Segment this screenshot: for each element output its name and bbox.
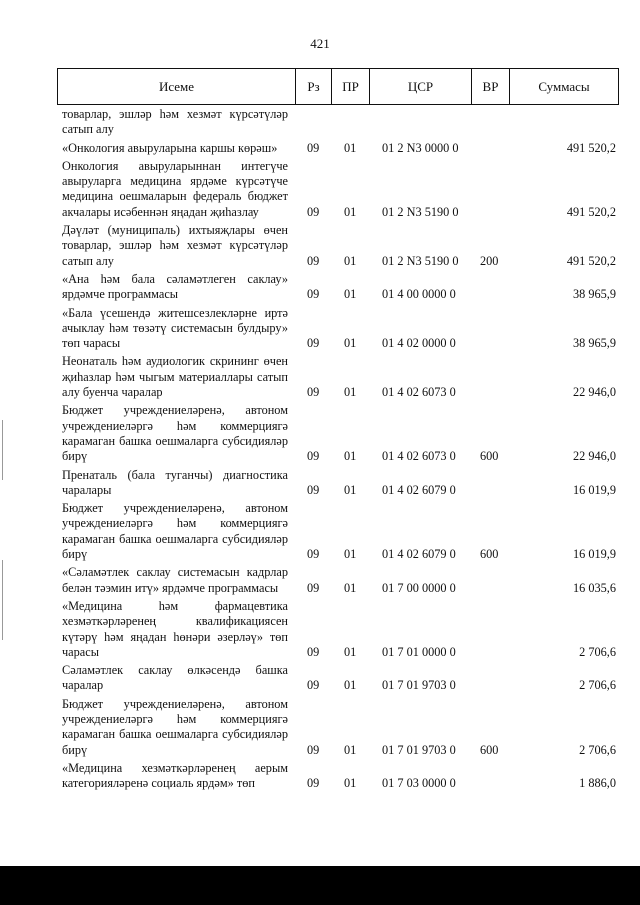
row-sum: 16 035,6 [572,580,616,595]
row-name: «Медицина һәм фармацевтика хезмәткәрләренең квалификациясен күтәрү һәм яңадан һөнәри әзерләү» төп чарасы [62,598,288,659]
row-sum: 2 706,6 [579,644,616,659]
table-row [62,141,622,156]
page-number: 421 [310,36,330,51]
row-sum: 1 886,0 [579,776,616,791]
row-rz: 09 [307,287,320,302]
table-row [62,272,622,303]
row-name: «Онкология авыруларына каршы көрәш» [62,140,278,155]
header-rz: Рз [296,69,332,104]
row-rz: 09 [307,678,320,693]
row-rz: 09 [307,580,320,595]
table-row [62,697,622,758]
row-rz: 09 [307,742,320,757]
row-pr: 01 [344,140,357,155]
header-vr: ВР [472,69,510,104]
row-rz: 09 [307,644,320,659]
row-name: Пренаталь (бала туганчы) диагностика чаралары [62,467,288,497]
row-sum: 38 965,9 [572,336,616,351]
row-name: товарлар, эшләр һәм хезмәт күрсәтүләр сатып алу [62,107,288,137]
row-name: Неонаталь һәм аудиологик скрининг өчен җиһазлар һәм чыгым материаллары сатып алу буенча чаралар [62,354,288,400]
row-pr: 01 [344,287,357,302]
row-rz: 09 [307,482,320,497]
header-pr: ПР [332,69,370,104]
row-csr: 01 4 02 6079 0 [382,482,456,497]
table-body [62,107,622,794]
row-sum: 22 946,0 [572,449,616,464]
row-csr: 01 7 00 0000 0 [382,580,456,595]
row-csr: 01 4 02 6079 0 [382,547,456,562]
row-name: Онкология авыруларыннан интегүче авыруларга медицина ярдәме күрсәтүче медицина оешмаларын федераль бюджет акчалары исәбеннән яңадан җиһазлау [62,158,288,219]
row-pr: 01 [344,547,357,562]
table-row [62,761,622,792]
row-vr: 200 [480,253,499,268]
table-row [62,107,622,138]
row-sum: 491 520,2 [566,140,616,155]
row-vr: 600 [480,547,499,562]
row-pr: 01 [344,253,357,268]
scan-bottom-border [0,866,640,905]
header-csr: ЦСР [370,69,472,104]
row-csr: 01 7 01 0000 0 [382,644,456,659]
table-row [62,468,622,499]
row-name: «Медицина хезмәткәрләренең аерым категорияләренә социаль ярдәм» төп [62,760,288,791]
row-pr: 01 [344,644,357,659]
row-rz: 09 [307,204,320,219]
table-row [62,159,622,220]
row-sum: 16 019,9 [572,547,616,562]
row-pr: 01 [344,580,357,595]
row-csr: 01 2 N3 0000 0 [382,140,459,155]
row-csr: 01 4 00 0000 0 [382,287,456,302]
table-row [62,306,622,352]
row-vr: 600 [480,449,499,464]
row-name: Бюджет учреждениеләренә, автоном учреждениеләргә һәм коммерциягә карамаган башка оешмаларга субсидияләр бирү [62,696,288,757]
row-sum: 2 706,6 [579,742,616,757]
row-rz: 09 [307,385,320,400]
row-vr: 600 [480,742,499,757]
row-pr: 01 [344,678,357,693]
table-row [62,354,622,400]
row-csr: 01 2 N3 5190 0 [382,204,459,219]
row-rz: 09 [307,140,320,155]
row-pr: 01 [344,204,357,219]
row-csr: 01 4 02 0000 0 [382,336,456,351]
table-row [62,663,622,694]
header-sum: Суммасы [538,78,590,94]
row-sum: 2 706,6 [579,678,616,693]
scan-edge-mark [2,560,3,640]
row-name: Бюджет учреждениеләренә, автоном учреждениеләргә һәм коммерциягә карамаган башка оешмаларга субсидияләр бирү [62,403,288,464]
row-pr: 01 [344,742,357,757]
row-name: Сәламәтлек саклау өлкәсендә башка чаралар [62,663,288,693]
table-row [62,223,622,269]
scan-edge-mark [2,420,3,480]
row-rz: 09 [307,776,320,791]
row-sum: 16 019,9 [572,482,616,497]
row-sum: 491 520,2 [566,253,616,268]
row-pr: 01 [344,385,357,400]
row-name: «Бала үсешендә житешсезлекләрне иртә ачыклау һәм төзәтү системасын булдыру» төп чарасы [62,305,288,351]
row-sum: 491 520,2 [566,204,616,219]
row-csr: 01 4 02 6073 0 [382,385,456,400]
row-csr: 01 7 03 0000 0 [382,776,456,791]
table-header [57,68,619,105]
table-row [62,403,622,464]
row-csr: 01 7 01 9703 0 [382,742,456,757]
row-sum: 22 946,0 [572,385,616,400]
row-csr: 01 4 02 6073 0 [382,449,456,464]
header-name: Исеме [58,69,296,104]
row-rz: 09 [307,336,320,351]
row-name: Дәүләт (муниципаль) ихтыяҗлары өчен товарлар, эшләр һәм хезмәт күрсәтүләр сатып алу [62,223,288,268]
row-csr: 01 2 N3 5190 0 [382,253,459,268]
row-pr: 01 [344,482,357,497]
row-name: Бюджет учреждениеләренә, автоном учреждениеләргә һәм коммерциягә карамаган башка оешмаларга субсидияләр бирү [62,501,288,562]
row-rz: 09 [307,547,320,562]
row-pr: 01 [344,336,357,351]
row-pr: 01 [344,776,357,791]
row-rz: 09 [307,253,320,268]
row-sum: 38 965,9 [572,287,616,302]
table-row [62,565,622,596]
table-row [62,599,622,660]
table-row [62,501,622,562]
row-name: «Ана һәм бала сәламәтлеген саклау» ярдәмче программасы [62,271,288,302]
row-csr: 01 7 01 9703 0 [382,678,456,693]
row-name: «Сәламәтлек саклау системасын кадрлар белән тәэмин итү» ярдәмче программасы [62,565,288,595]
row-pr: 01 [344,449,357,464]
row-rz: 09 [307,449,320,464]
